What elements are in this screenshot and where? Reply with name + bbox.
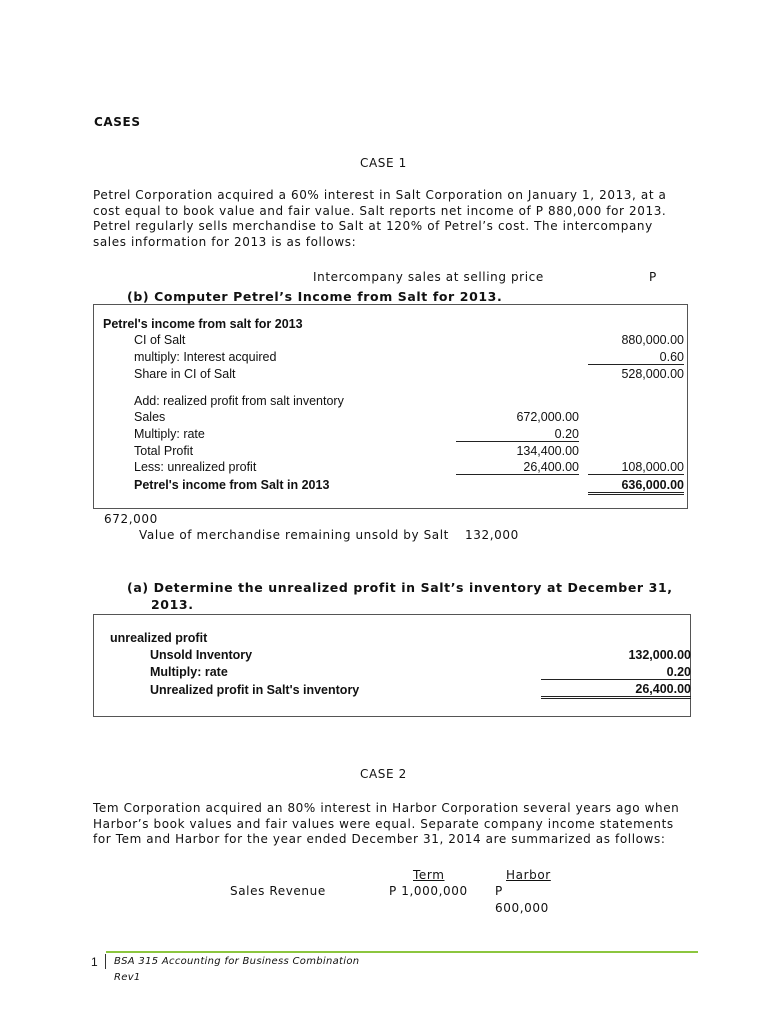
page-heading: CASES xyxy=(94,115,141,129)
rate-a-value: 0.20 xyxy=(541,665,691,680)
share-label: Share in CI of Salt xyxy=(134,367,236,381)
share-value: 528,000.00 xyxy=(621,367,684,381)
sales-revenue-label: Sales Revenue xyxy=(230,884,326,898)
unsold-value: 132,000 xyxy=(465,528,519,542)
footer-revision: Rev1 xyxy=(114,972,141,983)
add-label: Add: realized profit from salt inventory xyxy=(134,394,344,408)
table-b-title: Petrel's income from salt for 2013 xyxy=(103,317,303,331)
sales-amount: 672,000 xyxy=(104,512,158,526)
col-term: Term xyxy=(413,868,445,882)
mult-label: multiply: Interest acquired xyxy=(134,350,277,364)
sales-label: Sales xyxy=(134,410,166,424)
paragraph-line: sales information for 2013 is as follows: xyxy=(93,234,357,249)
case2-paragraph xyxy=(93,801,679,848)
term-sales-value: P 1,000,000 xyxy=(389,884,468,898)
page-number: 1 xyxy=(91,955,98,969)
unsold-label: Value of merchandise remaining unsold by Salt xyxy=(139,528,449,542)
mult-value: 0.60 xyxy=(588,350,684,365)
paragraph-line: Harbor’s book values and fair values were equal. Separate company income statements xyxy=(93,816,674,831)
case2-title: CASE 2 xyxy=(360,767,407,781)
paragraph-line: Petrel Corporation acquired a 60% interest in Salt Corporation on January 1, 2013, at a xyxy=(93,188,667,202)
sales-value: 672,000.00 xyxy=(516,410,579,424)
less-result: 108,000.00 xyxy=(588,460,684,475)
rate-label: Multiply: rate xyxy=(134,427,205,441)
unrealized-profit-table xyxy=(93,614,691,717)
petrel-income-table xyxy=(93,304,688,509)
part-a-heading-line2: 2013. xyxy=(151,597,194,612)
income-label: Petrel's income from Salt in 2013 xyxy=(134,478,330,492)
footer-divider xyxy=(105,954,106,969)
harbor-currency: P xyxy=(495,884,503,898)
paragraph-line: Petrel regularly sells merchandise to Salt at 120% of Petrel’s cost. The intercompany xyxy=(93,219,653,233)
case1-title: CASE 1 xyxy=(360,156,407,170)
less-label: Less: unrealized profit xyxy=(134,460,257,474)
ci-label: CI of Salt xyxy=(134,333,186,347)
table-a-title: unrealized profit xyxy=(110,631,208,645)
paragraph-line: for Tem and Harbor for the year ended December 31, 2014 are summarized as follows: xyxy=(93,832,666,846)
ci-value: 880,000.00 xyxy=(621,333,684,347)
income-value: 636,000.00 xyxy=(588,478,684,495)
intercompany-label: Intercompany sales at selling price xyxy=(313,270,544,284)
rate-a-label: Multiply: rate xyxy=(150,665,228,679)
rate-value: 0.20 xyxy=(456,427,579,442)
part-a-heading-line1: (a) Determine the unrealized profit in Salt’s inventory at December 31, xyxy=(127,580,673,595)
total-label: Total Profit xyxy=(134,444,194,458)
harbor-sales-value: 600,000 xyxy=(495,901,549,915)
unsold-inventory-value: 132,000.00 xyxy=(628,648,691,662)
result-a-value: 26,400.00 xyxy=(541,682,691,699)
unsold-inventory-label: Unsold Inventory xyxy=(150,648,253,662)
part-b-heading: (b) Computer Petrel’s Income from Salt for 2013. xyxy=(127,289,503,304)
less-value: 26,400.00 xyxy=(456,460,579,475)
paragraph-line: Tem Corporation acquired an 80% interest in Harbor Corporation several years ago when xyxy=(93,801,680,815)
paragraph-line: cost equal to book value and fair value. Salt reports net income of P 880,000 for 2013. xyxy=(93,203,667,218)
intercompany-currency: P xyxy=(649,270,657,284)
result-a-label: Unrealized profit in Salt's inventory xyxy=(150,683,360,697)
footer-rule xyxy=(106,951,698,953)
col-harbor: Harbor xyxy=(506,868,551,882)
total-value: 134,400.00 xyxy=(516,444,579,458)
case1-paragraph xyxy=(93,188,667,250)
footer-course: BSA 315 Accounting for Business Combination xyxy=(114,956,360,967)
